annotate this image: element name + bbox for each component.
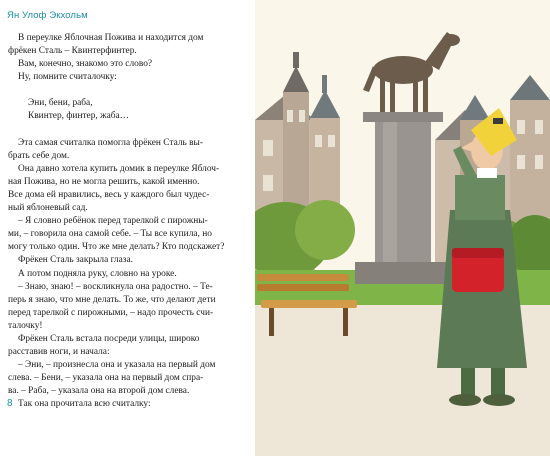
text-line: могу только один. Что же мне делать? Кто подскажет? (8, 242, 225, 253)
text-line: расставив ноги, и начала: (8, 347, 110, 358)
text-line: Ну, помните считалочку: (18, 72, 117, 83)
text-line: – Эни, – произнесла она и указала на первый дом (18, 360, 216, 371)
text-line: – Я словно ребёнок перед тарелкой с пирожны- (18, 216, 208, 227)
text-line: Все дома ей нравились, весь у каждого был чудес- (8, 189, 210, 200)
text-line: А потом подняла руку, словно на уроке. (18, 268, 177, 279)
text-line: перь я знаю, что мне делать. То же, что делают дети (8, 294, 216, 305)
book-illustration (255, 0, 550, 456)
text-line: слева. – Бени, – указала она на первый дом спра- (8, 373, 204, 384)
poem-line: Эни, бени, раба, (28, 98, 93, 109)
poem-line: Квинтер, финтер, жаба… (28, 111, 130, 122)
text-line: Фрёкен Сталь закрыла глаза. (18, 255, 133, 266)
page-number: 8 (7, 398, 13, 409)
text-line: ва. – Раба, – указала она на второй дом слева. (8, 386, 190, 397)
left-text-page (0, 0, 255, 456)
text-line: Фрёкен Сталь встала посреди улицы, широко (18, 333, 200, 344)
text-line: брать себе дом. (8, 150, 70, 161)
text-line: Вам, конечно, знакомо это слово? (18, 59, 153, 70)
text-line: ми, – говорила она самой себе. – Ты все купила, но (8, 229, 212, 240)
text-line: Она давно хотела купить домик в переулке Яблоч- (18, 163, 220, 174)
text-line: перед тарелкой с пирожными, – надо прочесть счи- (8, 307, 214, 318)
text-line: В переулке Яблочная Пожива и находится дом (18, 33, 204, 43)
running-head: Ян Улоф Экхольм (7, 10, 88, 21)
text-line: Так она прочитала всю считалку: (18, 399, 151, 410)
text-line: Эта самая считалка помогла фрёкен Сталь вы- (18, 137, 203, 148)
text-line: – Знаю, знаю! – воскликнула она радостно. – Те- (18, 281, 213, 292)
text-line: фрёкен Сталь – Квинтерфинтер. (8, 46, 137, 57)
text-line: талочку! (8, 320, 43, 331)
text-line: ная Пожива, но не могла решить, какой именно. (8, 176, 200, 187)
book-body-text (8, 32, 248, 412)
text-line: ный яблоневый сад. (8, 203, 88, 214)
